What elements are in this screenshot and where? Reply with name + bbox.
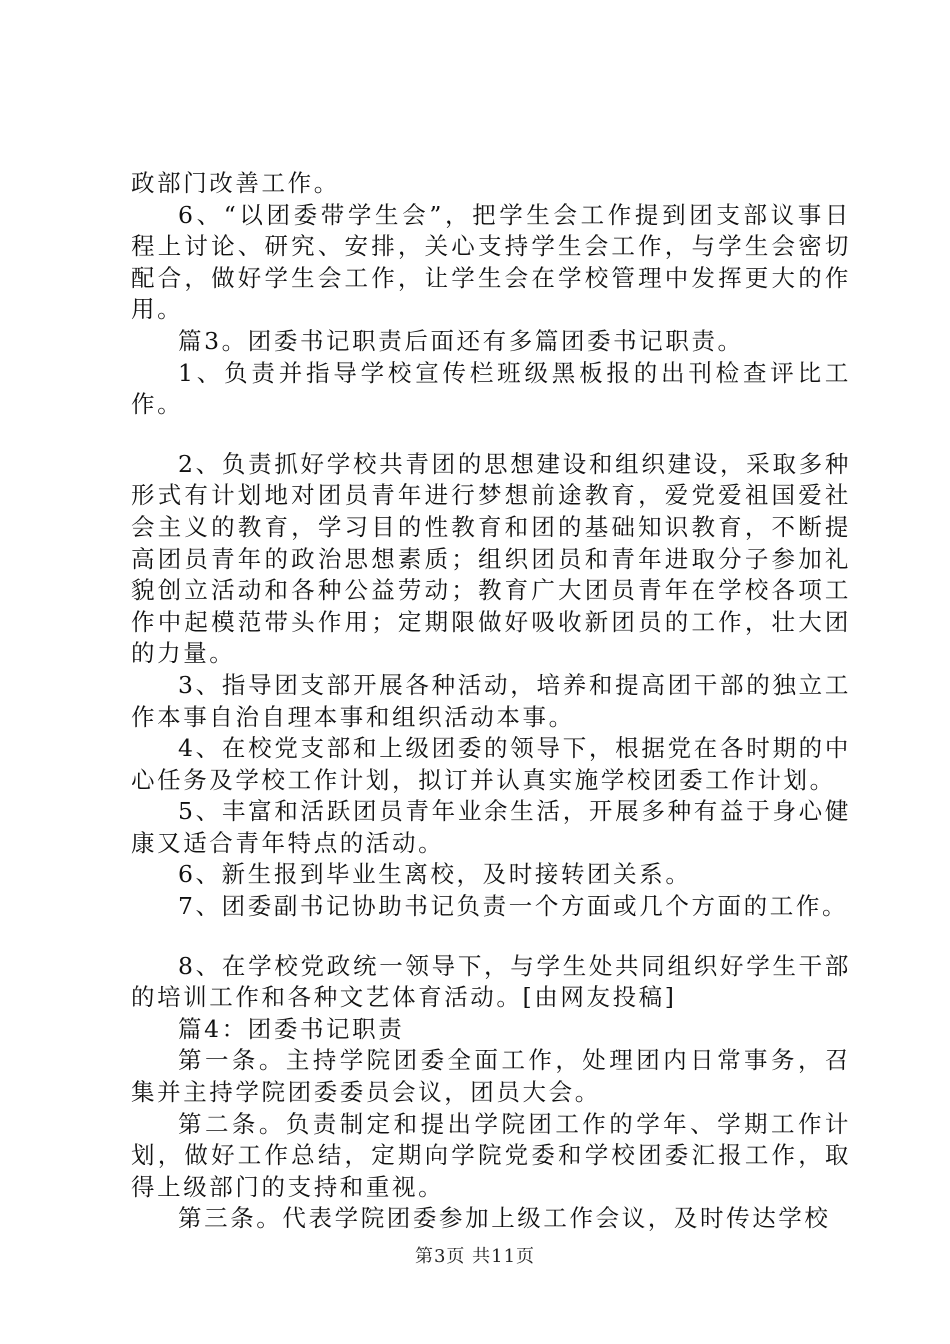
paragraph: 4、在校党支部和上级团委的领导下，根据党在各时期的中心任务及学校工作计划，拟订并认真实施学校团委工作计划。 bbox=[131, 734, 851, 794]
paragraph: 政部门改善工作。 bbox=[131, 169, 340, 197]
section-heading: 篇4：团委书记职责 bbox=[178, 1014, 405, 1043]
paragraph: 2、负责抓好学校共青团的思想建设和组织建设，采取多种形式有计划地对团员青年进行梦想前途教育，爱党爱祖国爱社会主义的教育，学习目的性教育和团的基础知识教育，不断提高团员青年的政治思想素质；组织团员和青年进取分子参加礼貌创立活动和各种公益劳动；教育广大团员青年在学校各项工作中起模范带头作用；定期限做好吸收新团员的工作，壮大团的力量。 bbox=[131, 449, 851, 668]
document-body bbox=[131, 168, 851, 1235]
page-number-footer: 第3页 共11页 bbox=[414, 1246, 536, 1267]
paragraph: 第二条。负责制定和提出学院团工作的学年、学期工作计划，做好工作总结，定期向学院党委和学校团委汇报工作，取得上级部门的支持和重视。 bbox=[131, 1109, 851, 1201]
paragraph: 第一条。主持学院团委全面工作，处理团内日常事务，召集并主持学院团委委员会议，团员大会。 bbox=[131, 1046, 851, 1107]
paragraph: 1、负责并指导学校宣传栏班级黑板报的出刊检查评比工作。 bbox=[131, 358, 851, 419]
paragraph: 3、指导团支部开展各种活动，培养和提高团干部的独立工作本事自治自理本事和组织活动本事。 bbox=[131, 670, 851, 731]
paragraph: 篇3。团委书记职责后面还有多篇团委书记职责。 bbox=[178, 326, 744, 355]
paragraph: 7、团委副书记协助书记负责一个方面或几个方面的工作。 bbox=[178, 892, 849, 921]
paragraph: 第三条。代表学院团委参加上级工作会议，及时传达学校 bbox=[178, 1204, 831, 1233]
paragraph-gap bbox=[131, 421, 851, 449]
paragraph: 8、在学校党政统一领导下，与学生处共同组织好学生干部的培训工作和各种文艺体育活动。[由网友投稿] bbox=[131, 951, 851, 1012]
paragraph: 6、“以团委带学生会”，把学生会工作提到团支部议事日程上讨论、研究、安排，关心支持学生会工作，与学生会密切配合，做好学生会工作，让学生会在学校管理中发挥更大的作用。 bbox=[131, 200, 851, 324]
paragraph: 6、新生报到毕业生离校，及时接转团关系。 bbox=[178, 860, 692, 889]
paragraph-gap bbox=[131, 923, 851, 951]
paragraph: 5、丰富和活跃团员青年业余生活，开展多种有益于身心健康又适合青年特点的活动。 bbox=[131, 797, 851, 857]
